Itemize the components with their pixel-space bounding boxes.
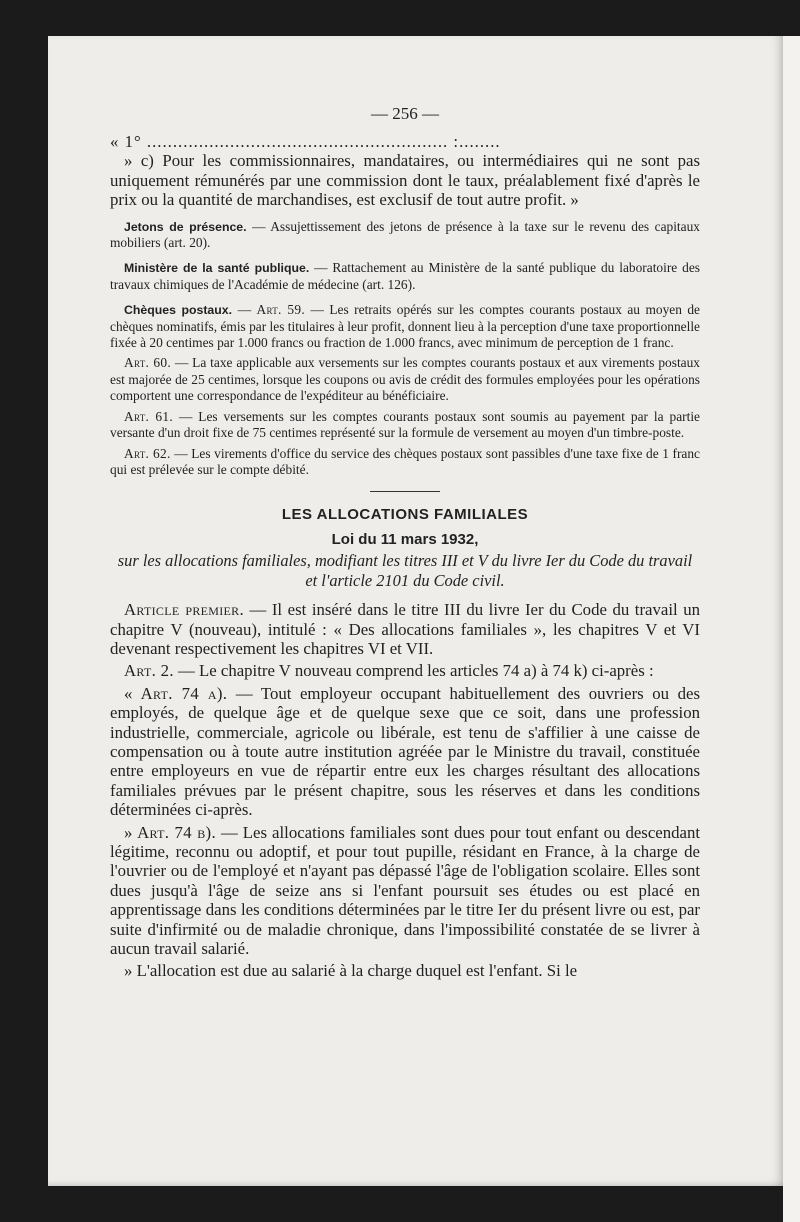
article-premier <box>110 600 700 658</box>
law-subtitle: sur les allocations familiales, modifiant les titres III et V du livre Ier du Code du travail et l'article 2101 du Code civil. <box>117 551 693 590</box>
art61-text: — Les versements sur les comptes courants postaux sont soumis au payement par la partie versante d'un droit fixe de 75 centimes représenté sur la formule de versement au moyen d'un timbre-poste. <box>110 408 700 441</box>
ministere-paragraph <box>110 260 700 293</box>
article-74b <box>110 823 700 959</box>
art61-label: Art. 61. <box>124 408 174 424</box>
ministere-text: — Rattachement au Ministère de la santé publique du laboratoire des travaux chimiques de l'Académie de médecine (art. 126). <box>110 260 700 292</box>
section-title: LES ALLOCATIONS FAMILIALES <box>281 506 529 524</box>
cheques-art60 <box>110 355 700 404</box>
art1-text: — Il est inséré dans le titre III du livre Ier du Code du travail un chapitre V (nouveau), intitulé : « Des allocations familiales », les chapitres V et VI devenant respectivement les chapitres VI et VII. <box>110 600 700 658</box>
article-fragment-1: « 1° .......................................................... :........ <box>110 132 501 151</box>
art74b-label: » Art. 74 b). <box>124 822 216 842</box>
article-74b-continuation: » L'allocation est due au salarié à la charge duquel est l'enfant. Si le <box>124 961 578 981</box>
article-74a <box>110 684 700 820</box>
paragraph-c: » c) Pour les commissionnaires, mandataires, ou intermédiaires qui ne sont pas uniquement rémunérés par une commission dont le taux, préalablement fixé d'après le prix ou la quantité de marchandises, est exclusif de tout autre profit. » <box>110 151 700 210</box>
section-divider <box>370 491 440 492</box>
art2-label: Art. 2. <box>124 661 174 681</box>
art60-text: — La taxe applicable aux versements sur les comptes courants postaux et aux virements postaux est majorée de 25 centimes, lorsque les coupons ou avis de crédit des formules employées pour les opérations comportent une correspondance de l'expéditeur au bénéficiaire. <box>110 355 700 404</box>
law-title: Loi du 11 mars 1932, <box>331 531 479 549</box>
art2-text: — Le chapitre V nouveau comprend les articles 74 a) à 74 k) ci-après : <box>173 661 654 681</box>
cheques-art61 <box>110 409 700 442</box>
page-number: — 256 — <box>371 104 439 123</box>
ministere-heading: Ministère de la santé publique. <box>124 261 310 276</box>
page-content <box>110 104 700 981</box>
art74a-label: « Art. 74 a). <box>124 683 228 703</box>
jetons-heading: Jetons de présence. <box>124 219 247 234</box>
art1-label: Article premier. <box>124 600 244 620</box>
cheques-art59 <box>110 302 700 351</box>
art59-label: — Art. 59. <box>232 302 306 318</box>
art62-text: — Les virements d'office du service des chèques postaux sont passibles d'une taxe fixe de 1 franc qui est prélevée sur le compte débité. <box>110 445 700 477</box>
art60-label: Art. 60. <box>124 355 171 371</box>
art59-text: — Les retraits opérés sur les comptes courants postaux au moyen de chèques nominatifs, émis par les titulaires à leur profit, donnent lieu à la perception d'une taxe proportionnelle fixée à 20 centimes par 1.000 francs ou fraction de 1.000 francs, avec minimum de perception de 1 franc. <box>110 302 700 351</box>
page-edge <box>783 36 800 1222</box>
cheques-heading: Chèques postaux. <box>124 303 233 318</box>
cheques-art62 <box>110 446 700 479</box>
jetons-text: — Assujettissement des jetons de présence à la taxe sur le revenu des capitaux mobiliers (art. 20). <box>110 218 700 251</box>
jetons-paragraph <box>110 219 700 252</box>
art62-label: Art. 62. <box>124 445 171 461</box>
art74b-text: — Les allocations familiales sont dues pour tout enfant ou descendant légitime, reconnu ou adoptif, et pour tout pupille, résidant en France, à la charge de l'ouvrier ou de l'employé et n'ayant pas dépassé l'âge de l'obligation scolaire. Elles sont dues jusqu'à l'âge de seize ans si l'enfant poursuit ses études ou est placé en apprentissage dans les conditions déterminées par le titre Ier du présent livre ou est, par suite d'infirmité ou de maladie chronique, dans l'impossibilité constatée de se livrer à aucun travail salarié. <box>110 822 700 959</box>
art74a-text: — Tout employeur occupant habituellement des ouvriers ou des employés, de quelque âge et de quelque sexe que ce soit, dans une profession industrielle, commerciale, agricole ou libérale, est tenu de s'affilier à une caisse de compensation ou à toute autre institution agréée par le Ministre du travail, constituée entre employeurs en vue de répartir entre eux les charges résultant des allocations familiales prévues par le présent chapitre, sous les réserves et dans les conditions déterminées ci-après. <box>110 683 700 820</box>
article-2 <box>110 661 700 680</box>
